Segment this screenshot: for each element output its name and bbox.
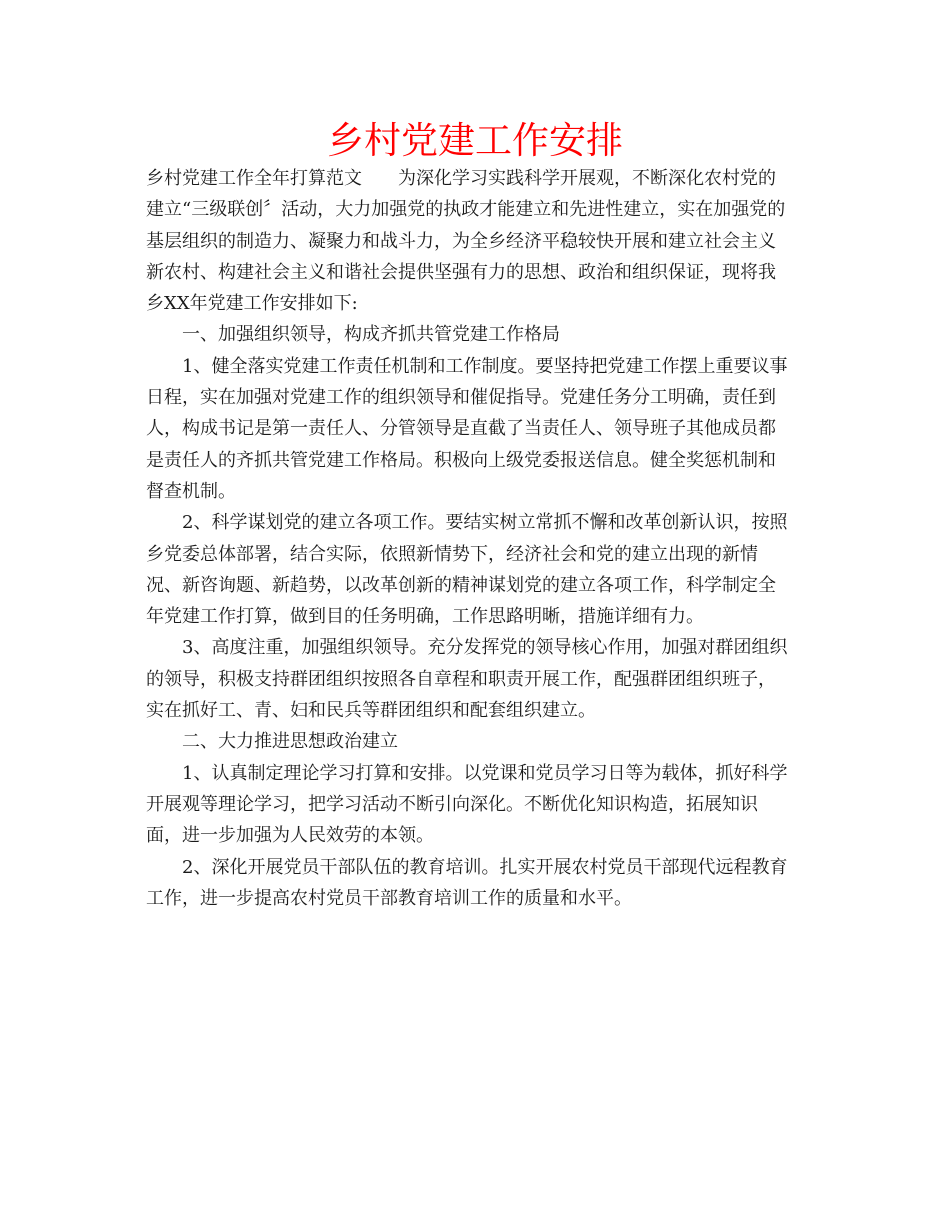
text-line: 2、深化开展党员干部队伍的教育培训。扎实开展农村党员干部现代远程教育 [182,856,788,878]
text-line: 工作，进一步提高农村党员干部教育培训工作的质量和水平。 [146,887,632,909]
text-line: 2、科学谋划党的建立各项工作。要结实树立常抓不懈和改革创新认识，按照 [182,512,788,534]
text-line: 人，构成书记是第一责任人、分管领导是直截了当责任人、领导班子其他成员都 [146,418,776,440]
text-line: 面，进一步加强为人民效劳的本领。 [146,825,434,847]
text-line: 年党建工作打算，做到目的任务明确，工作思路明晰，措施详细有力。 [146,606,704,628]
text-line: 乡村党建工作全年打算范文 为深化学习实践科学开展观，不断深化农村党的 [146,168,776,189]
text-line: 1、认真制定理论学习打算和安排。以党课和党员学习日等为载体，抓好科学 [182,762,788,784]
text-line: 建立“三级联创〞活动，大力加强党的执政才能建立和先进性建立，实在加强党的 [146,199,786,221]
text-line: 的领导，积极支持群团组织按照各自章程和职责开展工作，配强群团组织班子， [146,668,776,690]
text-line: 是责任人的齐抓共管党建工作格局。积极向上级党委报送信息。健全奖惩机制和 [146,449,776,471]
text-line: 新农村、构建社会主义和谐社会提供坚强有力的思想、政治和组织保证，现将我 [146,261,776,283]
text-line: 一、加强组织领导，构成齐抓共管党建工作格局 [182,324,560,346]
text-line: 乡XX年党建工作安排如下: [146,293,358,315]
document-title: 乡村党建工作安排 [327,119,623,162]
text-line: 二、大力推进思想政治建立 [182,731,398,753]
text-line: 3、高度注重，加强组织领导。充分发挥党的领导核心作用，加强对群团组织 [182,637,788,659]
text-line: 1、健全落实党建工作责任机制和工作制度。要坚持把党建工作摆上重要议事 [182,355,788,377]
document-body [146,163,808,914]
text-line: 日程，实在加强对党建工作的组织领导和催促指导。党建任务分工明确，责任到 [146,387,776,409]
text-line: 实在抓好工、青、妇和民兵等群团组织和配套组织建立。 [146,700,596,722]
text-line: 督查机制。 [146,480,236,502]
text-line: 开展观等理论学习，把学习活动不断引向深化。不断优化知识构造，拓展知识 [146,793,758,815]
text-line: 况、新咨询题、新趋势，以改革创新的精神谋划党的建立各项工作，科学制定全 [146,574,776,596]
text-line: 乡党委总体部署，结合实际，依照新情势下，经济社会和党的建立出现的新情 [146,543,758,565]
text-line: 基层组织的制造力、凝聚力和战斗力，为全乡经济平稳较快开展和建立社会主义 [146,230,776,252]
